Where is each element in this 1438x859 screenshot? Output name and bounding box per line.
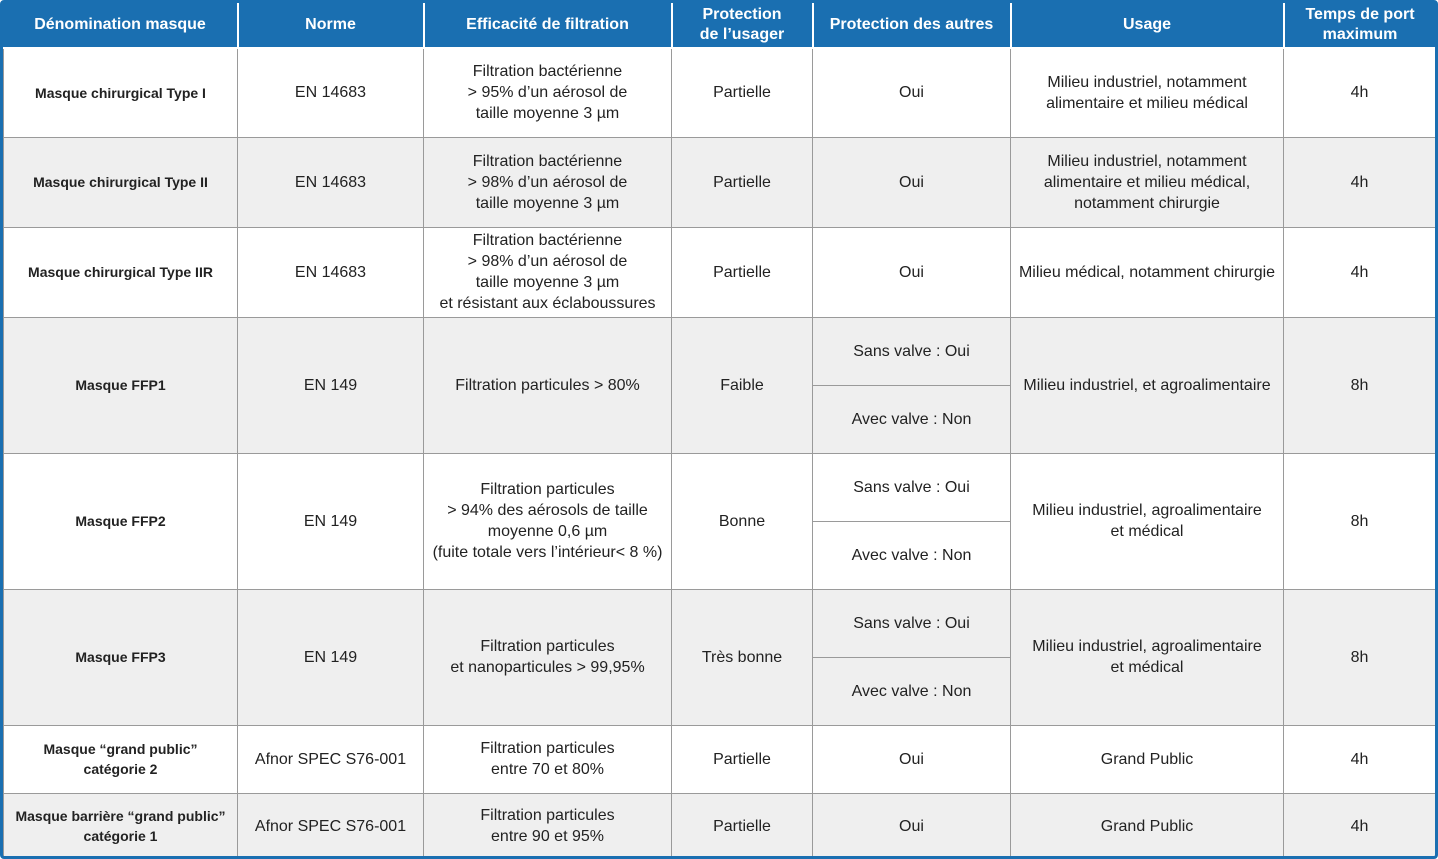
efficacite-cell-line: moyenne 0,6 µm xyxy=(487,523,608,540)
efficacite-cell xyxy=(424,793,672,859)
efficacite-cell xyxy=(424,227,672,317)
table-row xyxy=(4,227,1436,317)
efficacite-cell-line: > 95% d’un aérosol de xyxy=(467,84,628,102)
mask-name-cell-line: Masque “grand public” xyxy=(43,741,198,757)
efficacite-cell-line: taille moyenne 3 µm xyxy=(475,274,620,291)
protection-usager-cell: Partielle xyxy=(672,793,813,859)
mask-name-cell-line: Masque barrière “grand public” xyxy=(15,808,226,824)
protection-usager-cell: Très bonne xyxy=(672,589,813,725)
mask-name-cell-line: catégorie 2 xyxy=(83,761,158,777)
table-row xyxy=(4,725,1436,793)
protection-autres-cell: Oui xyxy=(813,137,1011,227)
usage-cell xyxy=(1011,48,1284,137)
efficacite-cell-line: Filtration bactérienne xyxy=(472,232,623,249)
efficacite-cell-line: taille moyenne 3 µm xyxy=(475,105,620,123)
usage-cell xyxy=(1011,725,1284,793)
efficacite-cell xyxy=(424,48,672,137)
norme-cell: EN 149 xyxy=(238,589,424,725)
usage-cell-line: alimentaire et milieu médical, xyxy=(1043,173,1251,191)
usage-cell-line: et médical xyxy=(1110,659,1184,676)
efficacite-cell xyxy=(424,725,672,793)
efficacite-cell-line: (fuite totale vers l’intérieur< 8 %) xyxy=(432,544,663,561)
efficacite-cell-line: Filtration particules xyxy=(480,807,615,824)
header-denomination: Dénomination masque xyxy=(4,3,238,48)
mask-name-cell-line: Masque FFP2 xyxy=(75,513,166,529)
mask-name-cell xyxy=(4,725,238,793)
sans-valve-value: Sans valve : Oui xyxy=(813,318,1010,386)
protection-usager-cell: Partielle xyxy=(672,725,813,793)
norme-cell: EN 14683 xyxy=(238,137,424,227)
mask-name-cell-line: Masque chirurgical Type II xyxy=(33,174,208,190)
usage-cell-line: notamment chirurgie xyxy=(1074,194,1220,212)
protection-autres-cell xyxy=(813,589,1011,725)
sans-valve-value: Sans valve : Oui xyxy=(813,454,1010,522)
usage-cell-line: Milieu industriel, agroalimentaire xyxy=(1032,502,1262,519)
mask-name-cell xyxy=(4,589,238,725)
protection-autres-cell: Oui xyxy=(813,725,1011,793)
temps-port-cell: 4h xyxy=(1284,227,1436,317)
mask-name-cell xyxy=(4,227,238,317)
mask-name-cell xyxy=(4,48,238,137)
usage-cell xyxy=(1011,589,1284,725)
mask-name-cell-line: Masque chirurgical Type IIR xyxy=(28,264,213,280)
protection-autres-cell: Oui xyxy=(813,793,1011,859)
norme-cell: EN 14683 xyxy=(238,227,424,317)
protection-usager-cell: Bonne xyxy=(672,453,813,589)
efficacite-cell-line: Filtration particules xyxy=(480,740,615,757)
norme-cell: Afnor SPEC S76-001 xyxy=(238,725,424,793)
usage-cell-line: alimentaire et milieu médical xyxy=(1046,94,1248,112)
header-protection-usager: Protection de l’usager xyxy=(672,3,813,48)
usage-cell xyxy=(1011,317,1284,453)
mask-name-cell xyxy=(4,317,238,453)
temps-port-cell: 4h xyxy=(1284,793,1436,859)
table-row xyxy=(4,48,1436,137)
usage-cell xyxy=(1011,227,1284,317)
protection-autres-cell xyxy=(813,317,1011,453)
norme-cell: Afnor SPEC S76-001 xyxy=(238,793,424,859)
temps-port-cell: 8h xyxy=(1284,589,1436,725)
table-row xyxy=(4,589,1436,725)
usage-cell-line: et médical xyxy=(1110,523,1184,540)
efficacite-cell-line: Filtration particules xyxy=(480,481,615,498)
usage-cell-line: Grand Public xyxy=(1100,817,1194,835)
temps-port-cell: 8h xyxy=(1284,317,1436,453)
table-row xyxy=(4,317,1436,453)
header-efficacite: Efficacité de filtration xyxy=(424,3,672,48)
avec-valve-value: Avec valve : Non xyxy=(851,546,972,564)
efficacite-cell-line: Filtration particules > 80% xyxy=(455,376,640,394)
protection-autres-cell: Oui xyxy=(813,48,1011,137)
usage-cell xyxy=(1011,137,1284,227)
mask-name-cell-line: Masque FFP1 xyxy=(75,377,166,393)
efficacite-cell-line: > 98% d’un aérosol de xyxy=(467,253,628,270)
usage-cell xyxy=(1011,793,1284,859)
efficacite-cell xyxy=(424,317,672,453)
efficacite-cell xyxy=(424,589,672,725)
efficacite-cell-line: > 98% d’un aérosol de xyxy=(467,173,628,191)
avec-valve-value: Avec valve : Non xyxy=(851,682,972,700)
usage-cell-line: Milieu industriel, agroalimentaire xyxy=(1032,638,1262,655)
temps-port-cell: 4h xyxy=(1284,137,1436,227)
usage-cell-line: Milieu industriel, et agroalimentaire xyxy=(1023,376,1271,394)
sans-valve-value: Sans valve : Oui xyxy=(813,590,1010,658)
temps-port-cell: 8h xyxy=(1284,453,1436,589)
norme-cell: EN 149 xyxy=(238,317,424,453)
temps-port-cell: 4h xyxy=(1284,725,1436,793)
temps-port-cell: 4h xyxy=(1284,48,1436,137)
protection-usager-cell: Partielle xyxy=(672,137,813,227)
mask-name-cell xyxy=(4,793,238,859)
protection-usager-cell: Partielle xyxy=(672,48,813,137)
usage-cell-line: Milieu médical, notamment chirurgie xyxy=(1018,263,1276,281)
usage-cell-line: Grand Public xyxy=(1100,750,1194,768)
mask-name-cell xyxy=(4,137,238,227)
efficacite-cell xyxy=(424,137,672,227)
header-norme: Norme xyxy=(238,3,424,48)
table-row xyxy=(4,453,1436,589)
efficacite-cell-line: Filtration bactérienne xyxy=(472,152,623,170)
mask-name-cell xyxy=(4,453,238,589)
norme-cell: EN 14683 xyxy=(238,48,424,137)
table-row xyxy=(4,137,1436,227)
usage-cell-line: Milieu industriel, notamment xyxy=(1047,152,1247,170)
mask-name-cell-line: Masque chirurgical Type I xyxy=(35,84,206,101)
table-row xyxy=(4,793,1436,859)
efficacite-cell-line: entre 90 et 95% xyxy=(491,828,604,845)
header-protection-autres: Protection des autres xyxy=(813,3,1011,48)
usage-cell-line: Milieu industriel, notamment xyxy=(1047,73,1247,91)
norme-cell: EN 149 xyxy=(238,453,424,589)
efficacite-cell xyxy=(424,453,672,589)
mask-comparison-table xyxy=(3,3,1436,859)
protection-autres-cell: Oui xyxy=(813,227,1011,317)
avec-valve-value: Avec valve : Non xyxy=(851,410,972,428)
mask-name-cell-line: catégorie 1 xyxy=(83,828,158,844)
efficacite-cell-line: > 94% des aérosols de taille xyxy=(447,502,648,519)
header-usage: Usage xyxy=(1011,3,1284,48)
mask-name-cell-line: Masque FFP3 xyxy=(75,649,166,665)
header-row xyxy=(4,3,1436,48)
protection-autres-cell xyxy=(813,453,1011,589)
efficacite-cell-line: Filtration particules xyxy=(480,638,615,655)
efficacite-cell-line: et résistant aux éclaboussures xyxy=(439,295,656,312)
efficacite-cell-line: entre 70 et 80% xyxy=(491,761,604,778)
protection-usager-cell: Partielle xyxy=(672,227,813,317)
usage-cell xyxy=(1011,453,1284,589)
header-temps: Temps de port maximum xyxy=(1284,3,1436,48)
efficacite-cell-line: et nanoparticules > 99,95% xyxy=(450,659,645,676)
efficacite-cell-line: taille moyenne 3 µm xyxy=(475,194,620,212)
protection-usager-cell: Faible xyxy=(672,317,813,453)
efficacite-cell-line: Filtration bactérienne xyxy=(472,63,623,81)
